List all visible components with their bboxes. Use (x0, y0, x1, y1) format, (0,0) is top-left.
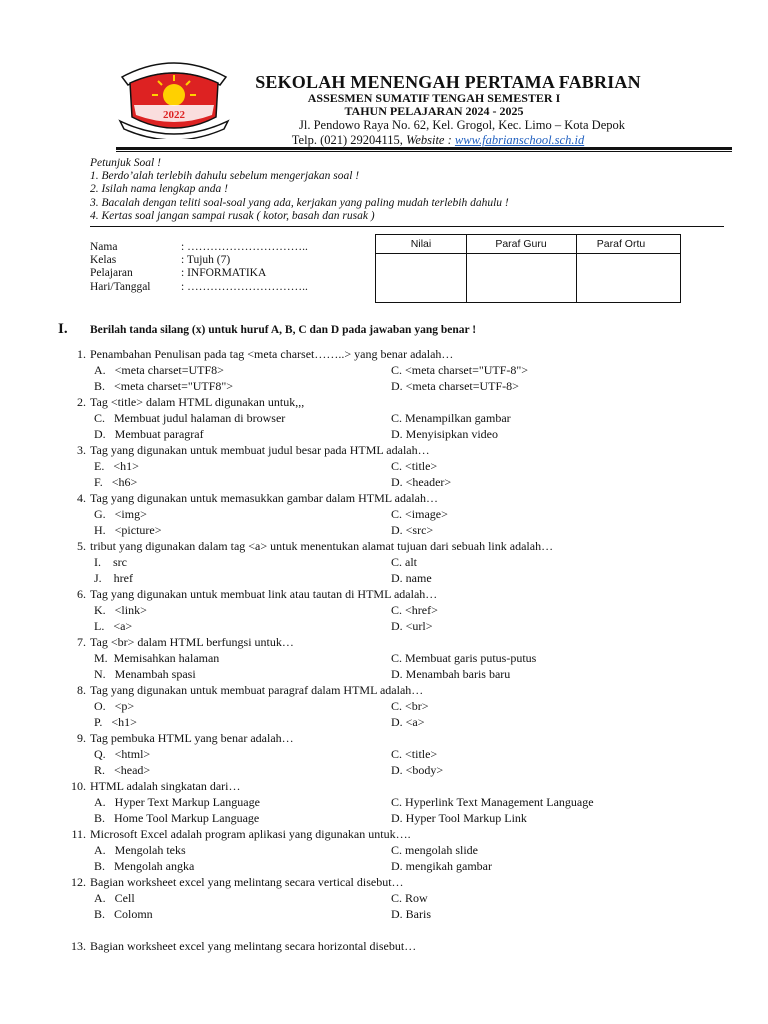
answer-option[interactable]: M. Memisahkan halaman (94, 651, 220, 665)
option-row (58, 602, 738, 618)
answer-option[interactable]: E. <h1> (94, 459, 139, 473)
question-stem (58, 778, 738, 794)
answer-option[interactable]: C. Menampilkan gambar (391, 411, 511, 425)
answer-option[interactable]: Q. <html> (94, 747, 151, 761)
nilai-header: Nilai (410, 238, 432, 250)
question-text: tribut yang digunakan dalam tag <a> untuk menentukan alamat tujuan dari sebuah link adalah… (90, 539, 554, 553)
contact-line (204, 133, 672, 148)
option-row (58, 570, 738, 586)
answer-option[interactable]: H. <picture> (94, 523, 162, 537)
answer-option[interactable]: D. <meta charset=UTF-8> (391, 379, 519, 393)
paraf-guru-header: Paraf Guru (495, 238, 547, 250)
question-number: 7. (77, 635, 86, 649)
question-text: Penambahan Penulisan pada tag <meta charset……..> yang benar adalah… (90, 347, 454, 361)
option-row (58, 746, 738, 762)
answer-option[interactable]: D. <header> (391, 475, 452, 489)
spacer (58, 922, 738, 938)
option-row (58, 426, 738, 442)
question-stem (58, 634, 738, 650)
answer-option[interactable]: C. alt (391, 555, 417, 569)
instruction-line: 2. Isilah nama lengkap anda ! (90, 183, 228, 196)
answer-option[interactable]: A. Cell (94, 891, 135, 905)
answer-option[interactable]: C. <image> (391, 507, 448, 521)
section-number: I. (58, 321, 68, 337)
question-text: Microsoft Excel adalah program aplikasi yang digunakan untuk…. (90, 827, 411, 841)
info-value: : INFORMATIKA (181, 267, 267, 280)
answer-option[interactable]: P. <h1> (94, 715, 137, 729)
question-number: 11. (71, 827, 86, 841)
answer-option[interactable]: L. <a> (94, 619, 133, 633)
option-row (58, 666, 738, 682)
answer-option[interactable]: D. Menambah baris baru (391, 667, 511, 681)
answer-option[interactable]: C. <br> (391, 699, 429, 713)
answer-option[interactable]: A. Mengolah teks (94, 843, 186, 857)
answer-option[interactable]: D. <a> (391, 715, 425, 729)
question-stem (58, 490, 738, 506)
option-row (58, 714, 738, 730)
website-label: Website : (406, 133, 455, 147)
instruction-line: 3. Bacalah dengan teliti soal-soal yang ada, kerjakan yang paling mudah terlebih dahulu ! (90, 196, 509, 209)
question-number: 5. (77, 539, 86, 553)
option-row (58, 762, 738, 778)
answer-option[interactable]: I. src (94, 555, 127, 569)
answer-option[interactable]: K. <link> (94, 603, 147, 617)
question-number: 10. (71, 779, 86, 793)
question-text: Bagian worksheet excel yang melintang secara horizontal disebut… (90, 939, 417, 953)
question-number: 9. (77, 731, 86, 745)
option-row (58, 906, 738, 922)
option-row (58, 474, 738, 490)
answer-option[interactable]: C. Membuat garis putus-putus (391, 651, 537, 665)
option-row (58, 506, 738, 522)
answer-option[interactable]: C. <meta charset="UTF-8"> (391, 363, 529, 377)
option-row (58, 362, 738, 378)
instruction-rule (90, 226, 724, 227)
answer-option[interactable]: D. <body> (391, 763, 444, 777)
answer-option[interactable]: C. Row (391, 891, 428, 905)
info-value[interactable]: : ………………………….. (181, 241, 308, 253)
header-rule-thin (116, 151, 732, 152)
question-stem (58, 938, 738, 954)
question-text: Tag yang digunakan untuk membuat judul besar pada HTML adalah… (90, 443, 430, 457)
info-value: : Tujuh (7) (181, 254, 231, 267)
option-row (58, 378, 738, 394)
question-text: Tag pembuka HTML yang benar adalah… (90, 731, 294, 745)
info-label: Hari/Tanggal (90, 280, 151, 293)
answer-option[interactable]: D. name (391, 571, 432, 585)
answer-option[interactable]: C. Hyperlink Text Management Language (391, 795, 594, 809)
option-row (58, 458, 738, 474)
question-stem (58, 682, 738, 698)
question-text: Tag yang digunakan untuk membuat paragraf dalam HTML adalah… (90, 683, 424, 697)
paraf-ortu-header: Paraf Ortu (596, 238, 646, 250)
letterhead (232, 72, 672, 148)
answer-option[interactable]: A. <meta charset=UTF8> (94, 363, 224, 377)
option-row (58, 858, 738, 874)
option-row (58, 410, 738, 426)
website-link[interactable]: www.fabrianschool.sch.id (454, 133, 585, 147)
question-stem (58, 442, 738, 458)
instructions (90, 157, 509, 223)
answer-option[interactable]: D. Menyisipkan video (391, 427, 498, 441)
answer-option[interactable]: D. <url> (391, 619, 433, 633)
answer-option[interactable]: B. Home Tool Markup Language (94, 811, 260, 825)
question-stem (58, 538, 738, 554)
option-row (58, 810, 738, 826)
question-number: 3. (77, 443, 86, 457)
question-text: Tag yang digunakan untuk membuat link atau tautan di HTML adalah… (90, 587, 438, 601)
answer-option[interactable]: C. mengolah slide (391, 843, 478, 857)
question-number: 12. (71, 875, 86, 889)
answer-option[interactable]: C. <href> (391, 603, 438, 617)
question-text: HTML adalah singkatan dari… (90, 779, 241, 793)
question-text: Tag <title> dalam HTML digunakan untuk,,, (90, 395, 305, 409)
section-instruction: Berilah tanda silang (x) untuk huruf A, B, C dan D pada jawaban yang benar ! (90, 324, 477, 336)
option-row (58, 794, 738, 810)
school-address: Jl. Pendowo Raya No. 62, Kel. Grogol, Kec. Limo – Kota Depok (299, 118, 625, 132)
answer-option[interactable]: D. mengikah gambar (391, 859, 492, 873)
info-label: Pelajaran (90, 267, 133, 280)
academic-year: TAHUN PELAJARAN 2024 - 2025 (344, 104, 524, 118)
answer-option[interactable]: N. Menambah spasi (94, 667, 196, 681)
question-list (58, 346, 738, 954)
option-row (58, 890, 738, 906)
question-number: 13. (71, 939, 86, 953)
answer-option[interactable]: O. <p> (94, 699, 135, 713)
option-row (58, 650, 738, 666)
answer-option[interactable]: B. Mengolah angka (94, 859, 195, 873)
option-row (58, 618, 738, 634)
answer-option[interactable]: C. <title> (391, 747, 438, 761)
instruction-line: 4. Kertas soal jangan sampai rusak ( kotor, basah dan rusak ) (90, 209, 375, 222)
answer-option[interactable]: D. <src> (391, 523, 434, 537)
info-label: Nama (90, 241, 118, 253)
question-stem (58, 394, 738, 410)
instruction-line: 1. Berdo’alah terlebih dahulu sebelum mengerjakan soal ! (90, 170, 360, 183)
question-text: Bagian worksheet excel yang melintang secara vertical disebut… (90, 875, 404, 889)
answer-option[interactable]: G. <img> (94, 507, 147, 521)
info-label: Kelas (90, 254, 117, 267)
telp-text: Telp. (021) 29204115, (291, 133, 407, 147)
answer-option[interactable]: A. Hyper Text Markup Language (94, 795, 260, 809)
question-text: Tag <br> dalam HTML berfungsi untuk… (90, 635, 294, 649)
option-row (58, 522, 738, 538)
option-row (58, 554, 738, 570)
answer-option[interactable]: B. Colomn (94, 907, 153, 921)
question-number: 6. (77, 587, 86, 601)
question-stem (58, 826, 738, 842)
student-info (90, 241, 308, 294)
exam-title: ASSESMEN SUMATIF TENGAH SEMESTER I (307, 91, 561, 105)
info-value[interactable]: : ………………………….. (181, 280, 308, 293)
question-number: 1. (77, 347, 86, 361)
instruction-line: Petunjuk Soal ! (90, 157, 161, 169)
answer-option[interactable]: B. <meta charset="UTF8"> (94, 379, 234, 393)
answer-option[interactable]: J. href (94, 571, 133, 585)
header-rule-thick (116, 147, 732, 150)
question-text: Tag yang digunakan untuk memasukkan gambar dalam HTML adalah… (90, 491, 438, 505)
answer-option[interactable]: D. Hyper Tool Markup Link (391, 811, 527, 825)
question-stem (58, 346, 738, 362)
question-number: 4. (77, 491, 86, 505)
answer-option[interactable]: C. Membuat judul halaman di browser (94, 411, 286, 425)
answer-option[interactable]: C. <title> (391, 459, 438, 473)
logo-year: 2022 (163, 109, 185, 121)
option-row (58, 842, 738, 858)
question-number: 2. (77, 395, 86, 409)
answer-option[interactable]: F. <h6> (94, 475, 138, 489)
answer-option[interactable]: D. Membuat paragraf (94, 427, 204, 441)
answer-option[interactable]: R. <head> (94, 763, 151, 777)
question-number: 8. (77, 683, 86, 697)
question-stem (58, 874, 738, 890)
option-row (58, 698, 738, 714)
school-name: SEKOLAH MENENGAH PERTAMA FABRIAN (255, 72, 641, 92)
signature-table (375, 234, 681, 303)
question-stem (58, 730, 738, 746)
signature-header-rule (376, 253, 680, 254)
answer-option[interactable]: D. Baris (391, 907, 431, 921)
question-stem (58, 586, 738, 602)
